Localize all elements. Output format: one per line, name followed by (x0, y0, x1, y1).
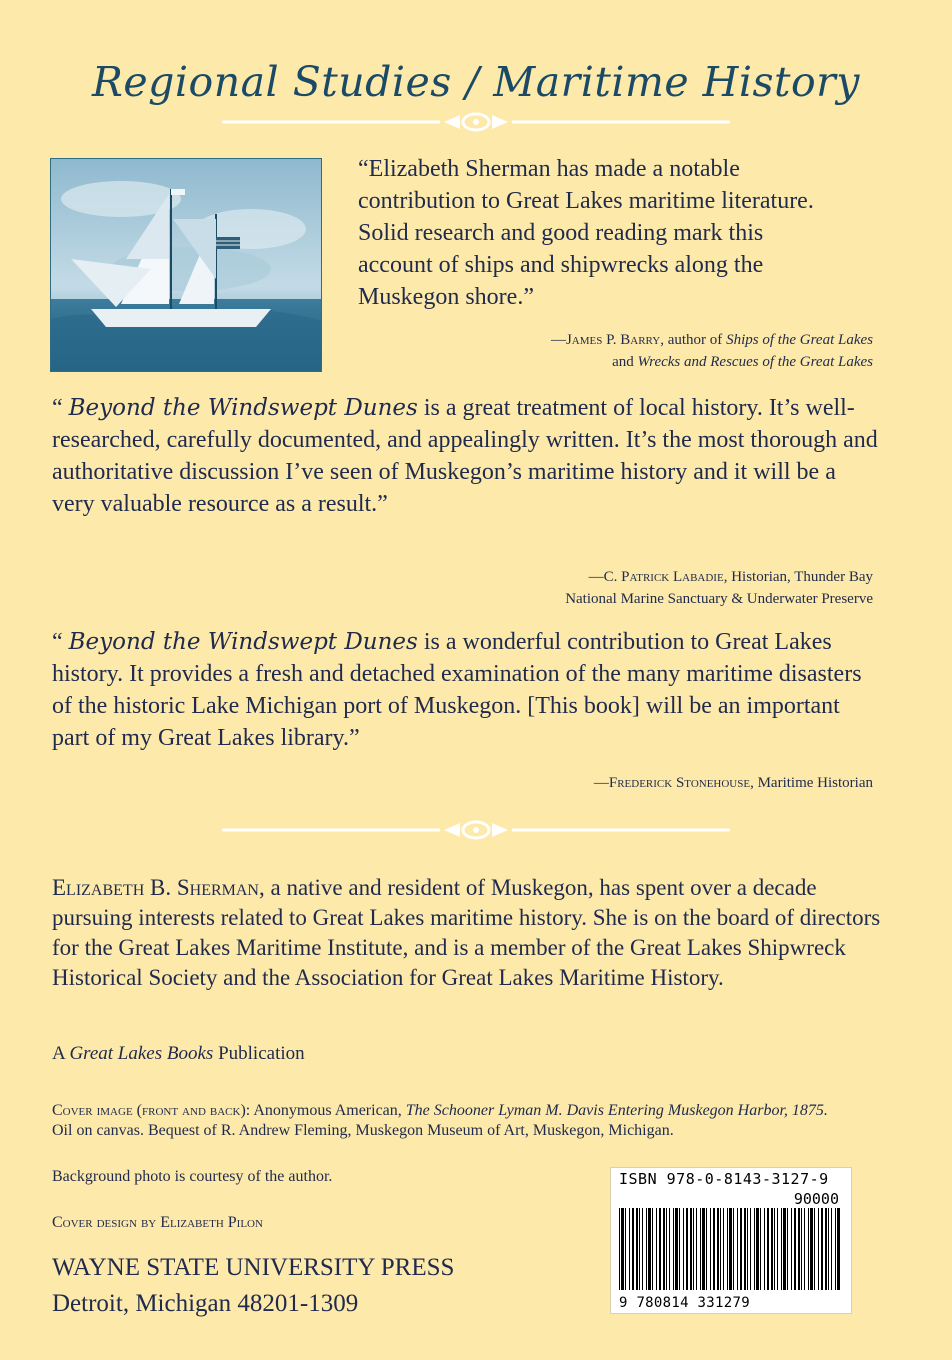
barcode-bar (729, 1208, 732, 1290)
barcode-bar (690, 1208, 692, 1290)
review-quote-2 (52, 392, 882, 520)
barcode-bar (666, 1208, 667, 1290)
attribution-text: , Maritime Historian (750, 775, 873, 791)
open-quote: “ (52, 629, 69, 655)
open-quote: “ (52, 395, 69, 421)
barcode-bar (621, 1208, 624, 1290)
barcode-bar (702, 1208, 705, 1290)
barcode-bar (700, 1208, 701, 1290)
barcode-bar (771, 1208, 773, 1290)
ornamental-divider (222, 815, 730, 845)
barcode-bar (804, 1208, 805, 1290)
barcode-bar (683, 1208, 684, 1290)
barcode-bar (713, 1208, 715, 1290)
barcode-bar (639, 1208, 640, 1290)
barcode-bar (825, 1208, 827, 1290)
barcode-bar (750, 1208, 751, 1290)
review-quote-1: “Elizabeth Sherman has made a notable contribution to Great Lakes maritime literature. Solid research and good reading mark this account of ships and shipwrecks along the Muskegon shore.” (358, 156, 814, 310)
painting-title: The Schooner Lyman M. Davis Entering Muskegon Harbor, 1875. (405, 1102, 828, 1119)
barcode-bar (642, 1208, 643, 1290)
barcode-bar (656, 1208, 657, 1290)
barcode-bar (648, 1208, 651, 1290)
barcode-bar (693, 1208, 694, 1290)
review-attribution-3 (594, 772, 873, 794)
barcode-bar (663, 1208, 665, 1290)
barcode-bar (783, 1208, 786, 1290)
category-heading: Regional Studies / Maritime History (92, 58, 860, 106)
quote-text: is a wonderful contribution to Great Lakes history. It provides a fresh and detached examination of the many maritime disasters of the historic Lake Michigan port of Muskegon. [This book] will be an important part of my Great Lakes library.” (52, 629, 862, 751)
barcode-bar (828, 1208, 829, 1290)
barcode-bar (696, 1208, 697, 1290)
barcode-bar (675, 1208, 678, 1290)
barcode-bar (636, 1208, 638, 1290)
book-title-script: Beyond the Windswept Dunes (68, 395, 418, 421)
cover-painting-thumbnail (50, 158, 322, 372)
review-attribution-2 (565, 566, 873, 610)
design-credit: Cover design by Elizabeth Pilon (52, 1214, 263, 1231)
barcode-bar (821, 1208, 823, 1290)
barcode-bar (831, 1208, 832, 1290)
background-credit: Background photo is courtesy of the author. (52, 1168, 333, 1185)
isbn-text: ISBN 978-0-8143-3127-9 (619, 1170, 829, 1188)
publisher-city: Detroit, Michigan 48201-1309 (52, 1290, 359, 1317)
attribution-dash: — (588, 569, 604, 585)
attribution-dash: — (593, 775, 609, 791)
quote-text: is a great treatment of local history. It’s well-researched, carefully documented, and appealingly written. It’s the most thorough and authoritative discussion I’ve seen of Muskegon’s maritime history and it will be a very valuable resource as a result.” (52, 395, 878, 517)
attribution-text: , Historian, Thunder Bay (723, 569, 873, 585)
reviewer-name: C. Patrick Labadie (603, 569, 724, 585)
barcode-bar (814, 1208, 815, 1290)
isbn-barcode (610, 1167, 852, 1314)
barcode-bar (629, 1208, 630, 1290)
barcode-bar (791, 1208, 792, 1290)
barcode-bar (659, 1208, 661, 1290)
barcode-bar (646, 1208, 647, 1290)
barcode-bars (619, 1208, 843, 1290)
barcode-bar (810, 1208, 813, 1290)
barcode-bar (737, 1208, 738, 1290)
barcode-bar (710, 1208, 711, 1290)
barcode-bar (740, 1208, 742, 1290)
barcode-bar (747, 1208, 748, 1290)
barcode-bar (720, 1208, 721, 1290)
series-name: Great Lakes Books (69, 1043, 214, 1064)
attribution-text: , author of (660, 332, 727, 348)
credit-label: Cover image (front and back) (52, 1102, 246, 1119)
author-bio (52, 873, 892, 993)
barcode-bar (673, 1208, 674, 1290)
publisher-name: WAYNE STATE UNIVERSITY PRESS (52, 1254, 455, 1281)
barcode-bar (706, 1208, 707, 1290)
barcode-bar (632, 1208, 634, 1290)
book-title: Wrecks and Rescues of the Great Lakes (637, 354, 873, 370)
barcode-bar (801, 1208, 802, 1290)
barcode-bar (723, 1208, 724, 1290)
review-quote-3 (52, 626, 882, 754)
attribution-text: National Marine Sanctuary & Underwater Preserve (565, 591, 873, 607)
barcode-bar (625, 1208, 626, 1290)
series-post: Publication (213, 1043, 305, 1064)
reviewer-name: Frederick Stonehouse (608, 775, 751, 791)
barcode-bar (756, 1208, 759, 1290)
barcode-bar (733, 1208, 734, 1290)
attribution-text: and (612, 354, 638, 370)
credit-text: Oil on canvas. Bequest of R. Andrew Fleming, Muskegon Museum of Art, Muskegon, Michigan. (52, 1122, 674, 1139)
barcode-bar (717, 1208, 719, 1290)
reviewer-name: James P. Barry (565, 332, 661, 348)
barcode-bar (818, 1208, 819, 1290)
bio-text: , a native and resident of Muskegon, has spent over a decade pursuing interests related to Great Lakes maritime history. She is on the board of directors for the Great Lakes Maritime Institute, and is a member of the Great Lakes Shipwreck Historical Society and the Association for Great Lakes Maritime History. (52, 875, 881, 990)
cover-credits (52, 1101, 852, 1141)
barcode-bar (652, 1208, 653, 1290)
credit-text: : Anonymous American, (245, 1102, 406, 1119)
barcode-bar (808, 1208, 809, 1290)
barcode-bar (798, 1208, 800, 1290)
author-name: Elizabeth B. Sherman (52, 875, 259, 900)
barcode-bar (686, 1208, 688, 1290)
barcode-bar (767, 1208, 769, 1290)
barcode-bar (781, 1208, 782, 1290)
barcode-bar (774, 1208, 775, 1290)
barcode-bar (787, 1208, 788, 1290)
barcode-bar (837, 1208, 840, 1290)
barcode-bar (727, 1208, 728, 1290)
barcode-bar (744, 1208, 746, 1290)
book-title-script: Beyond the Windswept Dunes (68, 629, 418, 655)
review-attribution-1 (551, 329, 873, 373)
schooner-painting (51, 159, 321, 371)
barcode-bar (679, 1208, 680, 1290)
barcode-bar (794, 1208, 796, 1290)
series-line (52, 1043, 305, 1065)
barcode-bar (835, 1208, 836, 1290)
barcode-bar (619, 1208, 620, 1290)
barcode-bar (754, 1208, 755, 1290)
barcode-bar (669, 1208, 670, 1290)
book-title: Ships of the Great Lakes (726, 332, 873, 348)
barcode-bar (760, 1208, 761, 1290)
barcode-bar (777, 1208, 778, 1290)
publisher-block (52, 1250, 454, 1322)
barcode-bar (764, 1208, 765, 1290)
ean-digits: 9 780814 331279 (619, 1295, 750, 1311)
attribution-dash: — (550, 332, 566, 348)
series-pre: A (52, 1043, 70, 1064)
ornamental-divider (222, 107, 730, 137)
price-code: 90000 (793, 1190, 839, 1208)
